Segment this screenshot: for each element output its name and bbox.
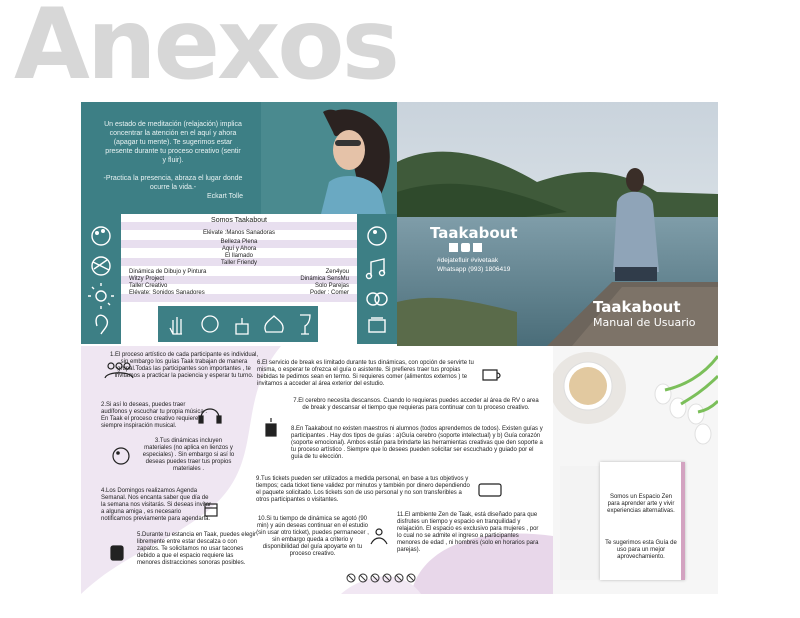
activity-icons-right xyxy=(357,214,397,344)
no-phone-icon xyxy=(407,574,415,582)
calendar-icon xyxy=(205,504,217,516)
candle-icon xyxy=(236,318,248,334)
rule-6: 6.El servicio de break es limitado durante tus dinámicas, con opción de servirte tu misma, o esperar te ofrezca el guía o asistente. Si prefieres traer tus propias bebidas te pedimos sean en termo. Si requieres comer (alimentos externos ) te invitamos a acceder al área exterior del estudio. xyxy=(257,360,474,387)
candle-icon xyxy=(266,418,276,436)
quote-text xyxy=(103,120,243,201)
page-title: Anexos xyxy=(14,0,397,102)
somos-heading: Somos Taakabout xyxy=(211,217,267,224)
list-item: Dinámica de Dibujo y Pintura xyxy=(129,269,207,275)
rule-7: 7.El cerebro necesita descansos. Cuando lo requieras puedes acceder al área de RV o area de break y descansar el tiempo que requieras para continuar con tu proceso creativo. xyxy=(293,398,539,411)
food-icon xyxy=(369,318,385,332)
no-men-icon xyxy=(383,574,391,582)
yarn-icon xyxy=(92,257,110,275)
quote-paragraph: Un estado de meditación (relajación) implica concentrar la atención en el aquí y ahora (apagar tu mente). Te sugerimos estar presente durante tu proceso creativo (sentir y fluir). xyxy=(104,121,242,164)
left-group-list xyxy=(129,269,206,297)
no-kids-icon xyxy=(395,574,403,582)
rules-panel xyxy=(81,346,553,594)
elevate-manos: Elévate :Manos Sanadoras xyxy=(202,230,276,236)
lotus-icon xyxy=(265,316,283,332)
no-heels-icon xyxy=(347,574,355,582)
list-item: Zen4you xyxy=(325,269,349,275)
headphones-icon xyxy=(199,409,221,423)
sun-icon xyxy=(88,283,114,309)
lake-photo-panel xyxy=(397,102,718,346)
booklet-edge xyxy=(681,462,685,580)
manual-subtitle: Manual de Usuario xyxy=(593,316,696,329)
hashtags: #dejatefluir #vivetaak xyxy=(437,257,499,264)
palette-icon xyxy=(368,227,386,245)
wellness-icons-bar xyxy=(158,306,318,342)
list-item: Witzy Project xyxy=(129,276,165,282)
woman-portrait-image xyxy=(261,102,397,214)
no-smoking-icon xyxy=(371,574,379,582)
meditation-icon xyxy=(371,529,387,544)
center-list xyxy=(121,239,357,267)
quote-practice: -Practica la presencia, abraza el lugar donde ocurre la vida.- xyxy=(103,175,243,191)
wine-glass-icon xyxy=(300,315,310,334)
music-notes-icon xyxy=(367,259,385,279)
whatsapp: Whatsapp (993) 1806419 xyxy=(437,266,511,273)
no-food-icon xyxy=(359,574,367,582)
rule-11: 11.El ambiente Zen de Taak, está diseñado para que disfrutes un tiempo y espacio en tranquilidad y relajación. El espacio es exclusivo para mujeres , por lo cual no se admite el ingreso a participantes menores de edad , ni hombres (solo en horarios para parejas). xyxy=(397,512,539,553)
rule-10: 10.Si tu tiempo de dinámica se agotó (90 min) y aún deseas continuar en el estudio (sin usar otro ticket), puedes permanecer , sin embargo queda a criterio y disponibilidad del guía apoyarte en tu proceso creativo. xyxy=(256,516,369,557)
ticket-icon xyxy=(479,484,501,496)
rule-9: 9.Tus tickets pueden ser utilizados a medida personal, en base a tus objetivos y tiempos; cada ticket tiene validez por minutos y también por dinero dependiendo el paquete solicitado. Los tickets son de uso personal y no son transferibles a otros participantes o visitantes. xyxy=(256,476,470,503)
social-icons xyxy=(449,243,482,252)
list-item: Taller Creativo xyxy=(129,283,168,289)
rings-icon xyxy=(367,293,387,305)
ear-icon xyxy=(96,315,107,334)
list-item: Elévate: Sonidos Sanadores xyxy=(129,290,205,296)
palette-icon xyxy=(92,227,110,245)
rule-3: 3.Tus dinámicas incluyen materiales (no aplica en lienzos y especiales) . Sin embargo si así lo deseas puedes traer tus propios materiales . xyxy=(142,438,235,472)
twitter-icon[interactable] xyxy=(473,243,482,252)
list-item: Dinámica SensMu xyxy=(300,276,349,282)
activity-icons-left xyxy=(81,214,121,344)
palette-icon xyxy=(113,448,129,464)
group-people-icon xyxy=(105,363,133,378)
list-item: Belleza Plena xyxy=(220,239,258,245)
rule-4: 4.Los Domingos realizamos Agenda Semanal. Nos encanta saber que día de la semana nos visitarás. Si deseas invitar a alguna amiga , es necesario notificarnos previamente para agendarla. xyxy=(101,488,212,522)
hand-icon xyxy=(170,317,182,334)
coffee-cup-icon xyxy=(483,370,500,380)
list-item: Aquí y Ahora xyxy=(221,246,257,252)
rule-8: 8.En Taakabout no existen maestros ni alumnos (todos aprendemos de todos). Existen guías y participantes . Hay dos tipos de guías : a)Guía cerebro (soporte intelectual) y b) Guía corazón (soporte emocional). Ambos están para brindarte las herramientas creativas que den soporte a tu proceso artístico . Siempre que lo desees pueden solicitar ser escuchado y guiado por el guía de tu elección. xyxy=(291,426,543,460)
right-group-list xyxy=(300,269,349,297)
rule-2: 2.Si así lo deseas, puedes traer audífonos y escuchar tu propia música . En Taak el proceso creativo requiere siempre inspiración musical. xyxy=(101,402,208,429)
instagram-icon[interactable] xyxy=(461,243,470,252)
footprints-icon xyxy=(111,546,123,560)
booklet-left-page xyxy=(560,466,602,580)
booklet-text-2: Te sugerimos esta Guía de uso para un mejor aprovechamiento. xyxy=(605,540,677,560)
list-item: Taller Friendy xyxy=(220,260,257,266)
brand-name: Taakabout xyxy=(430,224,518,242)
head-icon xyxy=(202,316,218,332)
rule-5: 5.Durante tu estancia en Taak, puedes elegir libremente entre estar descalza o con zapatos. Te solicitamos no usar tacones debido a que el espacio requiere las menores distracciones sonoras posibles. xyxy=(137,532,256,566)
list-item: El llamado xyxy=(224,253,253,259)
quote-panel xyxy=(81,102,397,214)
rule-icons xyxy=(81,346,553,594)
quote-author: Eckart Tolle xyxy=(206,193,243,200)
rule-1: 1.El proceso artístico de cada participante es individual, sin embargo los guías Taak trabajan de manera grupal.Todas las participantes son importantes , te invitamos a practicar la paciencia y esperar tu turno. xyxy=(109,352,259,379)
booklet-text-1: Somos un Espacio Zen para aprender arte y vivir experiencias alternativas. xyxy=(607,494,675,514)
list-item: Poder : Comer xyxy=(309,290,349,296)
list-item: Solo Parejas xyxy=(314,283,349,289)
manual-brand: Taakabout xyxy=(593,298,681,316)
booklet xyxy=(600,462,685,580)
facebook-icon[interactable] xyxy=(449,243,458,252)
